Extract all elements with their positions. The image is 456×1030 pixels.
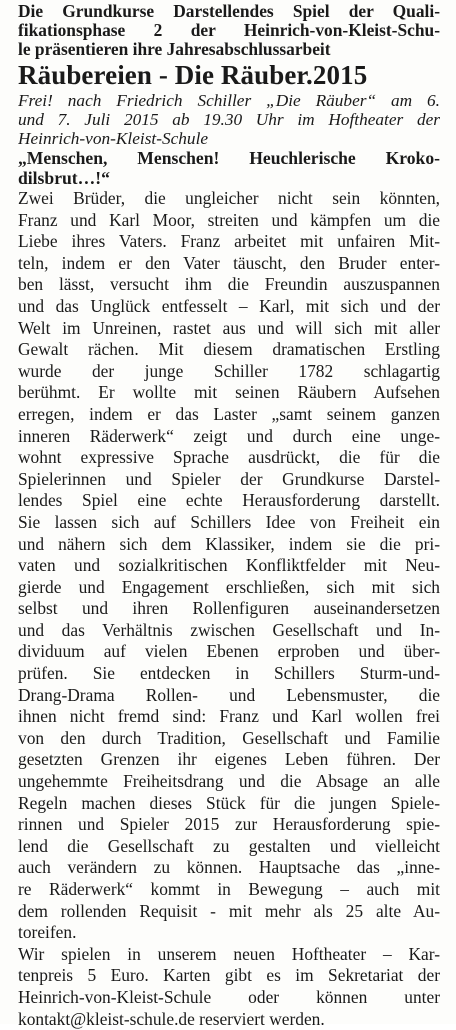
body-line: lend die Gesellschaft zu gestalten und vielleicht xyxy=(18,835,440,856)
body-line: Spielerinnen und Spieler der Grundkurse Darstel- xyxy=(18,468,440,489)
body-line: von den durch Tradition, Gesellschaft und Familie xyxy=(18,727,440,748)
body-line: Franz und Karl Moor, streiten und kämpfen um die xyxy=(18,209,440,230)
credit-line: und 7. Juli 2015 ab 19.30 Uhr im Hoftheater der xyxy=(18,110,440,129)
body-line: gierde und Engagement erschließen, sich mit sich xyxy=(18,576,440,597)
body-line: dem rollenden Requisit - mit mehr als 25 alte Au- xyxy=(18,900,440,921)
credit-line: Heinrich-von-Kleist-Schule xyxy=(18,129,209,148)
kicker-line: fikationsphase 2 der Heinrich-von-Kleist-Schu- xyxy=(18,21,440,40)
body-line: re Räderwerk“ kommt in Bewegung – auch mit xyxy=(18,879,440,899)
kicker-line: le präsentieren ihre Jahresabschlussarbeit xyxy=(18,40,331,59)
body-line: wurde der junge Schiller 1782 schlagartig xyxy=(18,360,440,381)
kicker xyxy=(18,2,440,59)
subhead xyxy=(18,148,440,188)
body-line: Regeln machen dieses Stück für die jungen Spiele- xyxy=(18,792,440,813)
body-line: ungehemmte Freiheitsdrang und die Absage an alle xyxy=(18,771,440,792)
body-line: selbst und ihren Rollenfiguren auseinandersetzen xyxy=(18,598,440,619)
body-line: ihnen nicht fremd sind: Franz und Karl wollen frei xyxy=(18,706,440,727)
kicker-line: Die Grundkurse Darstellendes Spiel der Quali- xyxy=(18,2,440,21)
body-line: ben lässt, versucht ihm die Freundin auszuspannen xyxy=(18,274,440,295)
body-line: auch verändern zu können. Hauptsache das „inne- xyxy=(18,857,440,878)
body-line: erregen, indem er das Laster „samt seinem ganzen xyxy=(18,403,440,424)
body-line: und das Verhältnis zwischen Gesellschaft und In- xyxy=(18,619,440,640)
body-line: und nähern sich dem Klassiker, indem sie die pri- xyxy=(18,533,440,554)
body-line: Liebe ihres Vaters. Franz arbeitet mit unfairen Mit- xyxy=(18,231,440,252)
credit-line: Frei! nach Friedrich Schiller „Die Räuber“ am 6. xyxy=(18,91,440,110)
body-line: Heinrich-von-Kleist-Schule oder können unter xyxy=(18,986,440,1007)
body-line: rinnen und Spieler 2015 zur Herausforderung spie- xyxy=(18,814,440,835)
body-line: toreifen. xyxy=(18,922,77,943)
subhead-line: dilsbrut…!“ xyxy=(18,168,110,188)
body-line: gesetzten Grenzen ihr eigenes Leben führen. Der xyxy=(18,749,440,770)
article-body xyxy=(18,188,440,1030)
body-line: lendes Spiel eine echte Herausforderung darstellt. xyxy=(18,490,440,511)
body-line: vaten und sozialkritischen Konfliktfelder mit Neu- xyxy=(18,555,440,576)
body-line: dividuum auf vielen Ebenen erproben und über- xyxy=(18,641,440,662)
body-line: Sie lassen sich auf Schillers Idee von Freiheit ein xyxy=(18,511,440,532)
body-line: kontakt@kleist-schule.de reserviert werden. xyxy=(18,1008,325,1029)
body-line: Welt im Unreinen, rastet aus und will sich mit aller xyxy=(18,317,440,338)
subhead-line: „Menschen, Menschen! Heuchlerische Kroko- xyxy=(18,148,440,168)
credit xyxy=(18,91,440,148)
body-line: prüfen. Sie entdecken in Schillers Sturm-und- xyxy=(18,663,440,684)
body-line: tenpreis 5 Euro. Karten gibt es im Sekretariat der xyxy=(18,965,440,986)
body-line: Drang-Drama Rollen- und Lebensmuster, die xyxy=(18,684,440,705)
body-line: teln, indem er den Vater täuscht, den Bruder enter- xyxy=(18,252,440,273)
body-line: Gewalt rächen. Mit diesem dramatischen Erstling xyxy=(18,339,440,360)
body-line: berühmt. Er wollte mit seinen Räubern Aufsehen xyxy=(18,382,440,403)
headline: Räubereien - Die Räuber.2015 xyxy=(18,60,368,90)
body-line: Zwei Brüder, die ungleicher nicht sein könnten, xyxy=(18,188,440,208)
body-line: Wir spielen in unserem neuen Hoftheater – Kar- xyxy=(18,943,440,964)
body-line: und das Unglück entfesselt – Karl, mit sich und der xyxy=(18,295,440,316)
body-line: inneren Räderwerk“ zeigt und durch eine unge- xyxy=(18,425,440,446)
body-line: wohnt expressive Sprache ausdrückt, die für die xyxy=(18,447,440,468)
